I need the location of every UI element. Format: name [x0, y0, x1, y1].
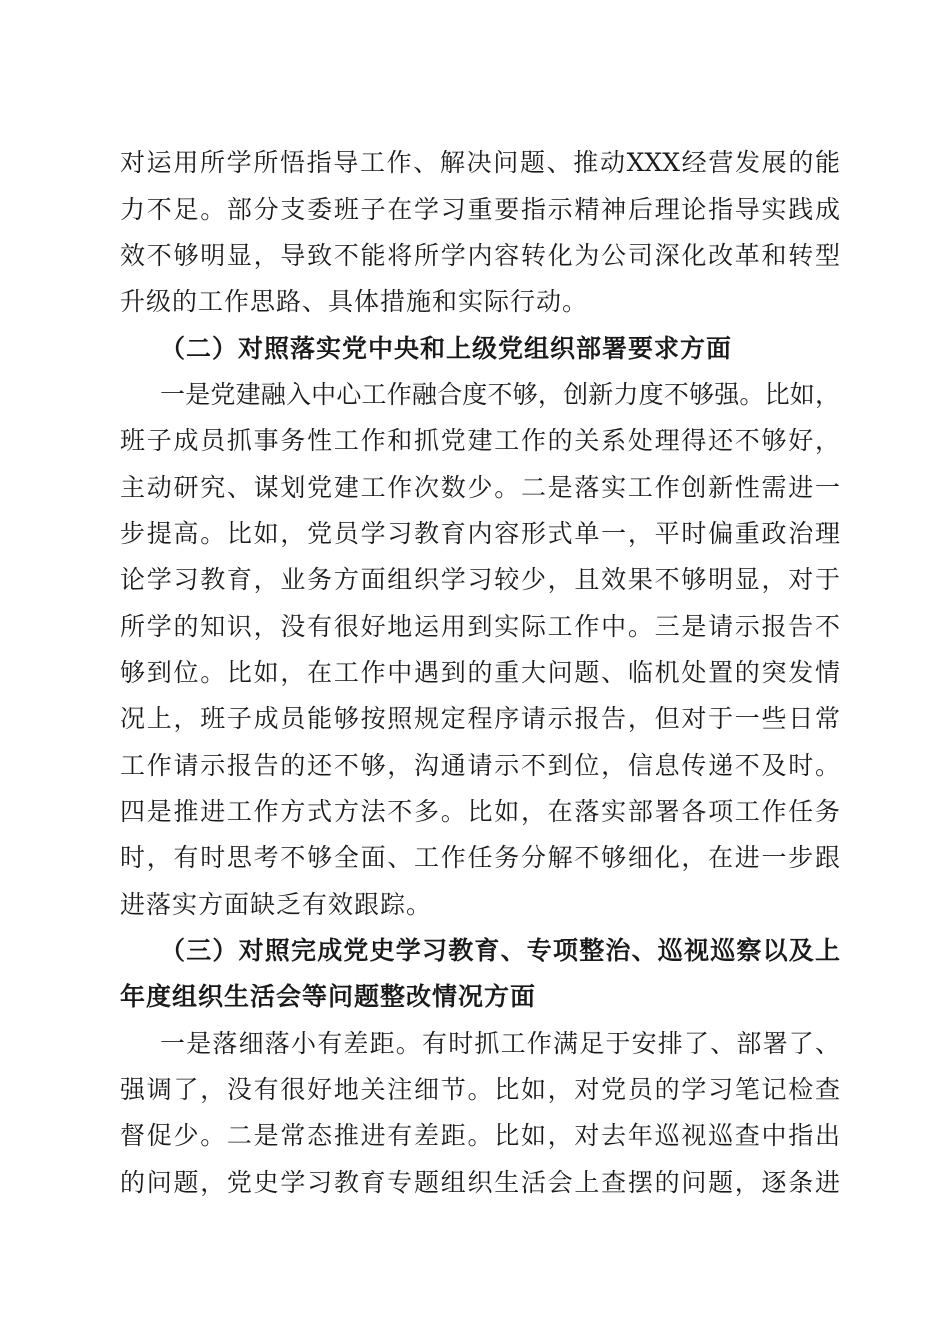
text-line: 四是推进工作方式方法不多。比如，在落实部署各项工作任务 [120, 797, 840, 826]
text-line: 论学习教育，业务方面组织学习较少，且效果不够明显，对于 [120, 565, 840, 594]
text-line: 一是落细落小有差距。有时抓工作满足于安排了、部署了、 [160, 1029, 840, 1058]
text-line: 对运用所学所悟指导工作、解决问题、推动XXX经营发展的能 [120, 148, 840, 177]
text-line: 一是党建融入中心工作融合度不够，创新力度不够强。比如， [160, 380, 840, 409]
text-line: 力不足。部分支委班子在学习重要指示精神后理论指导实践成 [120, 195, 840, 224]
text-line: 步提高。比如，党员学习教育内容形式单一，平时偏重政治理 [120, 519, 840, 548]
text-line: 够到位。比如，在工作中遇到的重大问题、临机处置的突发情 [120, 658, 840, 687]
text-line: 进落实方面缺乏有效跟踪。 [120, 890, 433, 919]
text-line: 升级的工作思路、具体措施和实际行动。 [120, 287, 589, 316]
text-line: 主动研究、谋划党建工作次数少。二是落实工作创新性需进一 [120, 473, 840, 502]
text-line: 况上，班子成员能够按照规定程序请示报告，但对于一些日常 [120, 704, 840, 733]
section-heading-3: （三）对照完成党史学习教育、专项整治、巡视巡察以及上 [160, 936, 840, 965]
text-line: 所学的知识，没有很好地运用到实际工作中。三是请示报告不 [120, 612, 840, 641]
section-heading-3-cont: 年度组织生活会等问题整改情况方面 [120, 982, 537, 1011]
section-heading-2: （二）对照落实党中央和上级党组织部署要求方面 [160, 334, 733, 363]
text-line: 强调了，没有很好地关注细节。比如，对党员的学习笔记检查 [120, 1075, 840, 1104]
text-line: 班子成员抓事务性工作和抓党建工作的关系处理得还不够好， [120, 426, 840, 455]
text-line: 的问题，党史学习教育专题组织生活会上查摆的问题，逐条进 [120, 1168, 840, 1197]
text-line: 时，有时思考不够全面、工作任务分解不够细化，在进一步跟 [120, 843, 840, 872]
text-line: 效不够明显，导致不能将所学内容转化为公司深化改革和转型 [120, 241, 840, 270]
text-line: 工作请示报告的还不够，沟通请示不到位，信息传递不及时。 [120, 751, 840, 780]
text-line: 督促少。二是常态推进有差距。比如，对去年巡视巡查中指出 [120, 1121, 840, 1150]
